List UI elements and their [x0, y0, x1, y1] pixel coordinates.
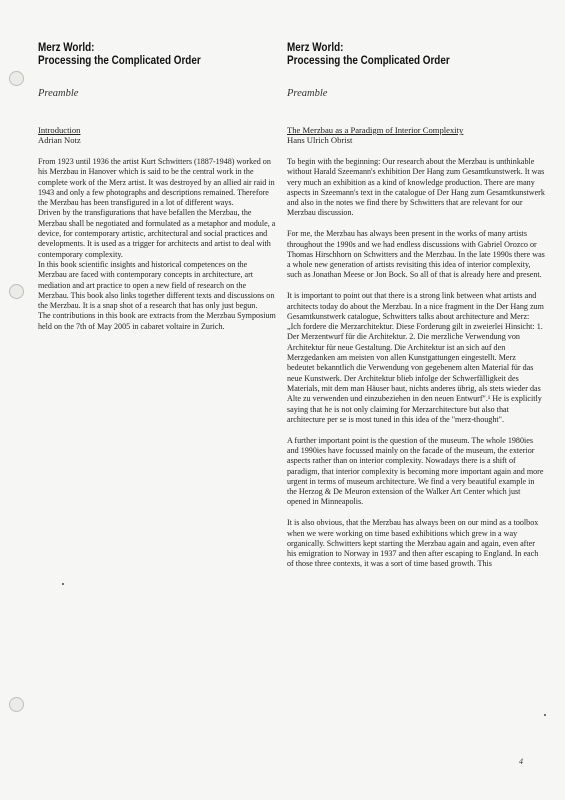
page-number: 4 — [519, 757, 523, 766]
right-section-author: Hans Ulrich Obrist — [287, 135, 353, 145]
right-title-line2: Processing the Complicated Order — [287, 55, 450, 67]
right-paragraph: It is also obvious, that the Merzbau has always been on our mind as a toolbox when we were working on time based exhibitions which grew in a way organically. Schwitters kept starting the Merzbau again and again, even after his emigration to Norway in 1937 and then after escaping to England. In each of those three contexts, it was a sort of time based growth. This — [287, 518, 539, 569]
right-paragraph: To begin with the beginning: Our research about the Merzbau is unthinkable without Harald Szeemann's exhibition Der Hang zum Gesamtkunstwerk. It was very much an exhibition as a kind of knowledge production. There are many aspects in Szeemann's text in the catalogue of Der Hang zum Gesamtkunstwerk and also in the notes we find there by Schwitters that are relevant for our Merzbau discussion. — [287, 157, 545, 218]
punch-hole-bottom — [9, 697, 24, 712]
left-paragraph: The contributions in this book are extracts from the Merzbau Symposium held on the 7th of May 2005 in cabaret voltaire in Zurich. — [38, 311, 276, 331]
left-section-title: Introduction — [38, 125, 81, 135]
right-column — [287, 42, 545, 580]
right-body — [287, 157, 545, 570]
left-title-line1: Merz World: — [38, 42, 95, 54]
left-paragraph: In this book scientific insights and historical competences on the Merzbau are faced with contemporary concepts in architecture, art mediation and art practice to open a new field of research on the Merzbau. This book also links together different texts and discussions on the Merzbau. It is a snap shot of a research that has only just begun. — [38, 259, 275, 311]
right-title-line1: Merz World: — [287, 42, 344, 54]
right-paragraph: For me, the Merzbau has always been present in the works of many artists throughout the 1990s and we had endless discussions with Gabriel Orozco or Thomas Hirschhorn on Schwitters and the Merzbau. In the late 1990s there was a whole new generation of artists revisiting this idea of interior complexity, such as Jonathan Meese or Jon Bock. So all of that is already here and present. — [287, 229, 545, 280]
scan-speck — [62, 583, 64, 585]
right-section-title: The Merzbau as a Paradigm of Interior Complexity — [287, 125, 464, 135]
right-preamble: Preamble — [287, 88, 328, 99]
punch-hole-top — [9, 71, 24, 86]
left-body — [38, 157, 278, 332]
right-paragraph: A further important point is the question of the museum. The whole 1980ies and 1990ies have focussed mainly on the facade of the museum, the exterior aspects rather than on interior complexity. Nowadays there is a shift of paradigm, that interior complexity is becoming more important again and more urgent in terms of museum architecture. We find a very beautiful example in the Herzog & De Meuron extension of the Walker Art Center which just opened in Minneapolis. — [287, 435, 544, 507]
left-preamble: Preamble — [38, 88, 79, 99]
left-title-line2: Processing the Complicated Order — [38, 55, 201, 67]
scan-speck — [544, 714, 546, 716]
left-column — [38, 42, 278, 332]
left-section-author: Adrian Notz — [38, 135, 81, 145]
left-paragraph: From 1923 until 1936 the artist Kurt Schwitters (1887-1948) worked on his Merzbau in Hanover which is said to be the central work in the complete work of the Merz artist. It was destroyed by an allied air raid in 1943 and only a few photographs and descriptions remained. Therefore the Merzbau has been transfigured in a lot of different ways. — [38, 157, 275, 208]
left-paragraph: Driven by the transfigurations that have befallen the Merzbau, the Merzbau shall be negotiated and formulated as a metaphor and module, a device, for contemporary artistic, architectural and social practices and developments. It is used as a trigger for architects and artist to deal with contemporary complexity. — [38, 208, 276, 259]
punch-hole-middle — [9, 284, 24, 299]
right-paragraph: It is important to point out that there is a strong link between what artists and architects today do about the Merzbau. In a nice fragment in the Der Hang zum Gesamtkunstwerk catalogue, Schwitters talks about architecture and Merz: „Ich fordere die Merzarchitektur. Diese Forderung gilt in zweierlei Hinsicht: 1. Der Merzentwurf für die Architektur. 2. Die merzliche Verwendung von Architektur für neue Gestaltung. Die Architektur ist an sich auf den Merzgedanken am meisten von allen Kunstgattungen eingestellt. Merz bedeutet bekanntlich die Verwendung von gegebenem alten Material für das neue Kunstwerk. Der Architektur blieb infolge der Schwerfälligkeit des Materials, mit dem man Häuser baut, nichts anderes übrig, als stets wieder das Alte zu verwenden und einzubeziehen in den neuen Entwurf".¹ He is explicitly saying that he is not only claiming for Merzarchitecture but also that architecture per se is most tuned in this idea of the "merz-thought". — [287, 291, 544, 424]
